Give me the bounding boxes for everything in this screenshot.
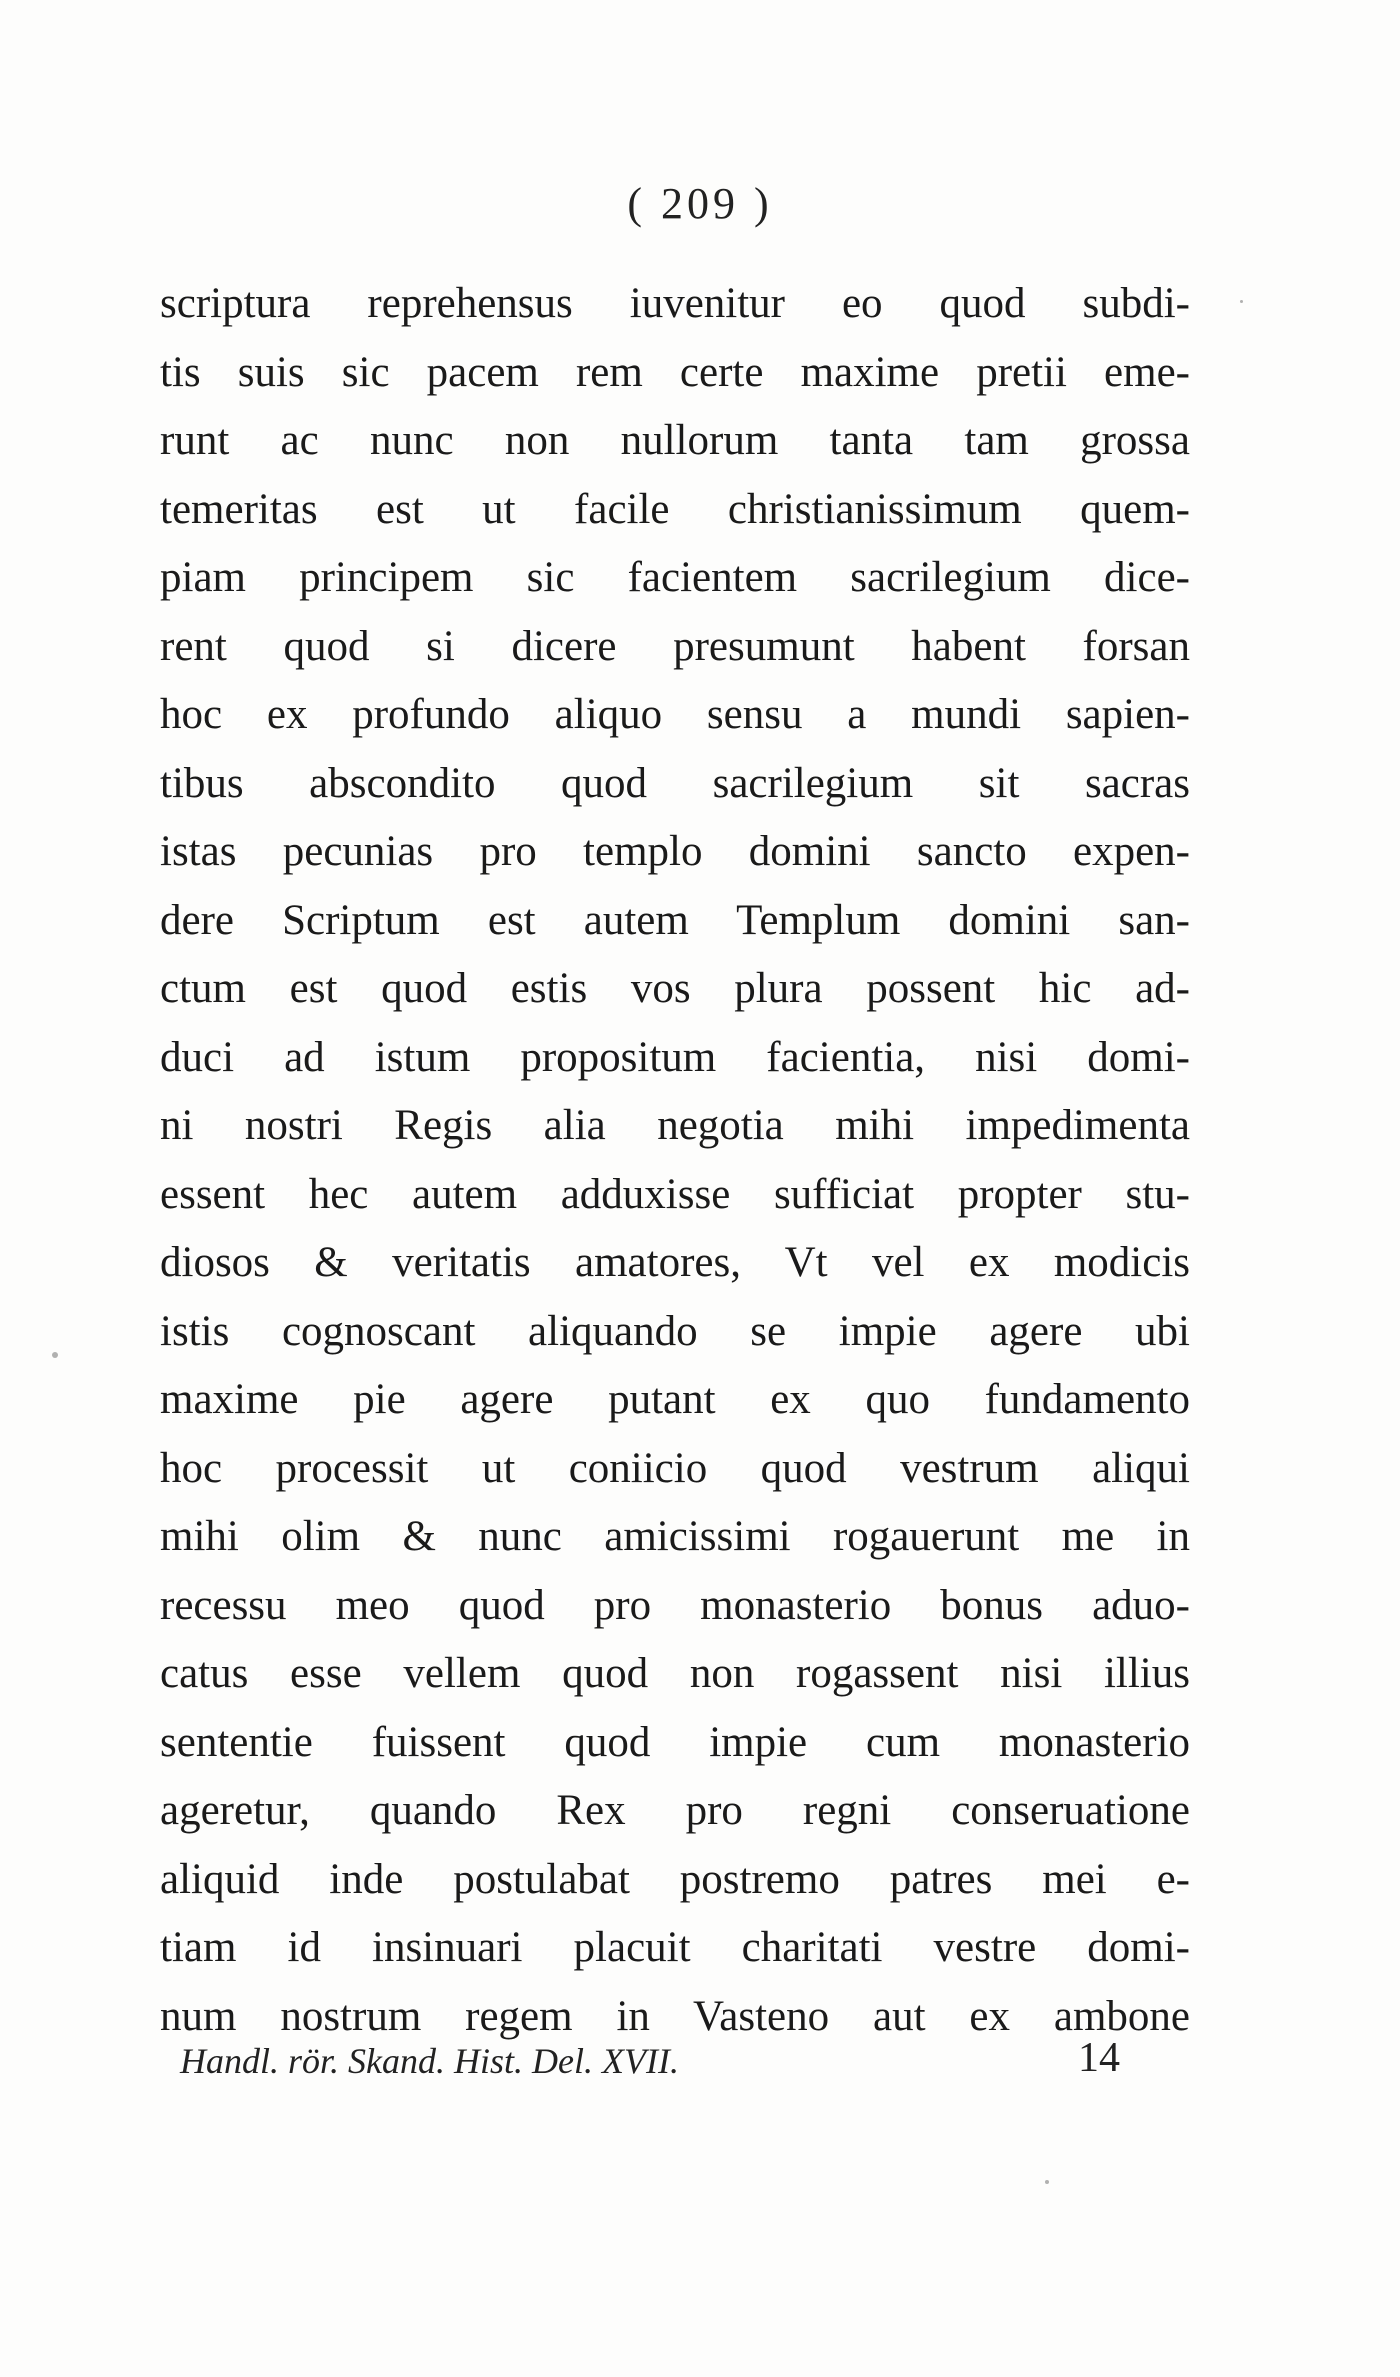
text-line: tis suis sic pacem rem certe maxime pretii eme- xyxy=(160,348,1190,396)
body-text xyxy=(160,270,1190,2051)
text-line: maxime pie agere putant ex quo fundamento xyxy=(160,1376,1190,1423)
text-line: hoc processit ut coniicio quod vestrum aliqui xyxy=(160,1444,1190,1492)
text-line: ni nostri Regis alia negotia mihi impedimenta xyxy=(160,1102,1190,1149)
text-line: piam principem sic facientem sacrilegium dice- xyxy=(160,554,1190,601)
text-line: recessu meo quod pro monasterio bonus aduo- xyxy=(160,1581,1190,1629)
text-line: num nostrum regem in Vasteno aut ex ambone xyxy=(160,1992,1190,2040)
text-line: diosos & veritatis amatores, Vt vel ex modicis xyxy=(160,1239,1190,1286)
text-line: essent hec autem adduxisse sufficiat propter stu- xyxy=(160,1170,1190,1218)
text-line: mihi olim & nunc amicissimi rogauerunt me in xyxy=(160,1513,1190,1560)
text-line: duci ad istum propositum facientia, nisi domi- xyxy=(160,1033,1190,1081)
text-line: rent quod si dicere presumunt habent forsan xyxy=(160,622,1190,670)
print-speck xyxy=(1240,300,1243,303)
text-line: ctum est quod estis vos plura possent hic ad- xyxy=(160,965,1190,1012)
text-line: sententie fuissent quod impie cum monasterio xyxy=(160,1718,1190,1766)
page-number: ( 209 ) xyxy=(627,179,773,228)
text-line: catus esse vellem quod non rogassent nisi illius xyxy=(160,1650,1190,1697)
text-line: tibus abscondito quod sacrilegium sit sacras xyxy=(160,759,1190,807)
sheet-number: 14 xyxy=(1078,2035,1120,2081)
page-footer xyxy=(180,2035,1120,2100)
footer-signature: Handl. rör. Skand. Hist. Del. XVII. xyxy=(180,2041,679,2081)
text-line: ageretur, quando Rex pro regni conseruatione xyxy=(160,1787,1190,1834)
text-line: tiam id insinuari placuit charitati vestre domi- xyxy=(160,1924,1190,1971)
text-line: istas pecunias pro templo domini sancto expen- xyxy=(160,828,1190,875)
text-line: aliquid inde postulabat postremo patres mei e- xyxy=(160,1855,1190,1903)
print-speck xyxy=(52,1352,58,1358)
text-line: dere Scriptum est autem Templum domini san- xyxy=(160,896,1190,944)
print-speck xyxy=(1045,2180,1049,2184)
text-line: scriptura reprehensus iuvenitur eo quod subdi- xyxy=(160,280,1190,327)
text-line: temeritas est ut facile christianissimum quem- xyxy=(160,485,1190,533)
text-line: hoc ex profundo aliquo sensu a mundi sapien- xyxy=(160,691,1190,738)
text-line: istis cognoscant aliquando se impie agere ubi xyxy=(160,1307,1190,1355)
text-line: runt ac nunc non nullorum tanta tam grossa xyxy=(160,417,1190,464)
